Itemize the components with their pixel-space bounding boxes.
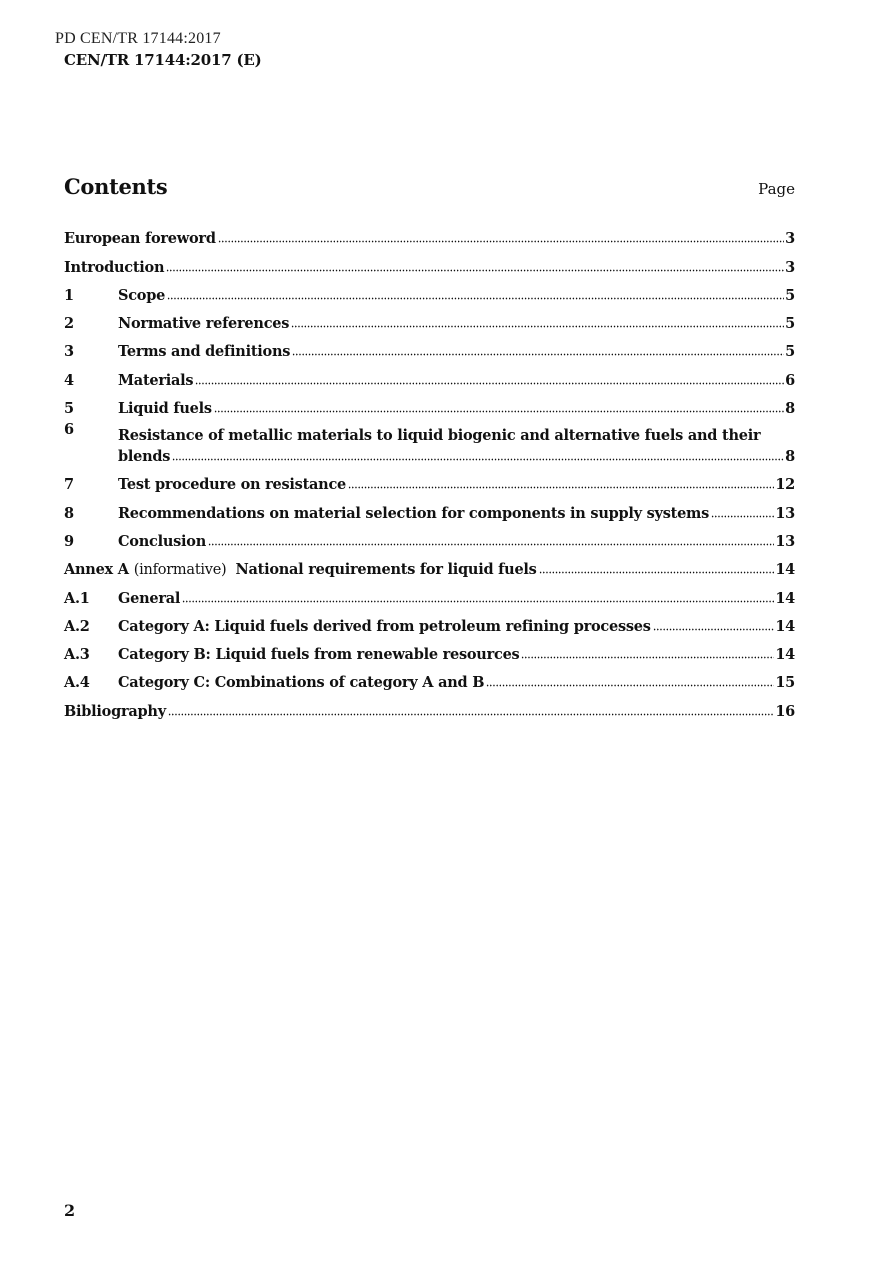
document-id: CEN/TR 17144:2017 (E) bbox=[64, 51, 262, 69]
toc-entry-number: 4 bbox=[64, 371, 74, 389]
dot-leader bbox=[195, 371, 784, 385]
toc-entry-page: 14 bbox=[775, 617, 795, 635]
dot-leader bbox=[521, 645, 774, 659]
standard-id: PD CEN/TR 17144:2017 bbox=[55, 30, 221, 47]
dot-leader bbox=[214, 399, 784, 413]
page-column-label: Page bbox=[758, 180, 795, 198]
toc-entry-liquid-fuels[interactable] bbox=[64, 390, 795, 418]
dot-leader bbox=[182, 589, 774, 603]
toc-entry-page: 13 bbox=[775, 504, 795, 522]
toc-entry-a4-category-c[interactable] bbox=[64, 664, 795, 692]
toc-entry-title: National requirements for liquid fuels bbox=[235, 561, 537, 579]
toc-entry-page: 5 bbox=[785, 315, 795, 333]
toc-entry-title: Introduction bbox=[64, 258, 165, 276]
toc-entry-page: 14 bbox=[775, 646, 795, 664]
toc-entry-annex-a[interactable] bbox=[64, 551, 795, 579]
contents-heading: Contents bbox=[64, 174, 168, 199]
toc-entry-title: Scope bbox=[118, 286, 166, 304]
toc-entry-page: 5 bbox=[785, 286, 795, 304]
toc-entry-scope[interactable] bbox=[64, 277, 795, 305]
toc-entry-title: Normative references bbox=[118, 315, 290, 333]
toc-entry-number: 1 bbox=[64, 286, 74, 304]
dot-leader bbox=[208, 532, 774, 546]
toc-entry-page: 12 bbox=[775, 476, 795, 494]
toc-entry-bibliography[interactable] bbox=[64, 692, 795, 720]
dot-leader bbox=[168, 702, 774, 716]
toc-entry-title: Materials bbox=[118, 371, 194, 389]
toc-entry-number: A.1 bbox=[64, 589, 90, 607]
toc-entry-page: 13 bbox=[775, 532, 795, 550]
toc-entry-page: 8 bbox=[785, 400, 795, 418]
table-of-contents bbox=[64, 220, 795, 721]
dot-leader bbox=[539, 560, 775, 574]
toc-entry-page: 3 bbox=[785, 230, 795, 248]
toc-entry-page: 3 bbox=[785, 258, 795, 276]
dot-leader bbox=[653, 617, 775, 631]
toc-entry-title: Recommendations on material selection for components in supply systems bbox=[118, 504, 710, 522]
toc-entry-a3-category-b[interactable] bbox=[64, 636, 795, 664]
toc-entry-a1-general[interactable] bbox=[64, 579, 795, 607]
toc-entry-page: 6 bbox=[785, 371, 795, 389]
toc-entry-page: 5 bbox=[785, 343, 795, 361]
toc-entry-a2-category-a[interactable] bbox=[64, 608, 795, 636]
toc-entry-materials[interactable] bbox=[64, 361, 795, 389]
dot-leader bbox=[348, 475, 774, 489]
dot-leader bbox=[292, 342, 784, 356]
toc-entry-title: General bbox=[118, 589, 181, 607]
toc-entry-number: A.4 bbox=[64, 674, 90, 692]
toc-entry-title: Resistance of metallic materials to liquid biogenic and alternative fuels and their bbox=[118, 427, 761, 445]
toc-entry-title: Conclusion bbox=[118, 532, 207, 550]
dot-leader bbox=[167, 286, 784, 300]
dot-leader bbox=[172, 447, 784, 461]
toc-entry-number: 8 bbox=[64, 504, 74, 522]
toc-entry-page: 14 bbox=[775, 589, 795, 607]
toc-entry-recommendations[interactable] bbox=[64, 494, 795, 522]
toc-entry-number: A.2 bbox=[64, 617, 90, 635]
toc-entry-title: Terms and definitions bbox=[118, 343, 291, 361]
toc-entry-number: 9 bbox=[64, 532, 74, 550]
dot-leader bbox=[486, 673, 774, 687]
toc-entry-title: Category C: Combinations of category A and B bbox=[118, 674, 485, 692]
toc-entry-conclusion[interactable] bbox=[64, 523, 795, 551]
toc-entry-title: Test procedure on resistance bbox=[118, 476, 347, 494]
toc-entry-title: Liquid fuels bbox=[118, 400, 212, 418]
dot-leader bbox=[218, 229, 784, 243]
toc-entry-resistance-of-metallic-materials[interactable] bbox=[64, 418, 795, 466]
toc-entry-test-procedure[interactable] bbox=[64, 466, 795, 494]
toc-entry-title: European foreword bbox=[64, 230, 216, 248]
annex-type: (informative) bbox=[133, 562, 227, 579]
toc-entry-european-foreword[interactable] bbox=[64, 220, 795, 248]
toc-entry-number: 3 bbox=[64, 343, 74, 361]
dot-leader bbox=[166, 258, 784, 272]
toc-entry-number: 7 bbox=[64, 476, 74, 494]
dot-leader bbox=[291, 314, 784, 328]
toc-entry-page: 15 bbox=[775, 674, 795, 692]
toc-entry-page: 8 bbox=[785, 448, 795, 466]
dot-leader bbox=[711, 504, 774, 518]
toc-entry-number: 6 bbox=[64, 421, 74, 439]
toc-entry-number: A.3 bbox=[64, 646, 90, 664]
toc-entry-normative-references[interactable] bbox=[64, 305, 795, 333]
toc-entry-title: Bibliography bbox=[64, 702, 166, 720]
toc-entry-title-continued: blends bbox=[118, 448, 171, 466]
toc-entry-number: 5 bbox=[64, 400, 74, 418]
page-number: 2 bbox=[64, 1201, 76, 1220]
annex-label: Annex A bbox=[64, 561, 129, 579]
toc-entry-page: 16 bbox=[775, 702, 795, 720]
toc-entry-title: Category B: Liquid fuels from renewable resources bbox=[118, 646, 520, 664]
toc-entry-introduction[interactable] bbox=[64, 248, 795, 276]
toc-entry-terms-and-definitions[interactable] bbox=[64, 333, 795, 361]
toc-entry-title: Category A: Liquid fuels derived from petroleum refining processes bbox=[118, 617, 651, 635]
toc-entry-page: 14 bbox=[775, 561, 795, 579]
toc-entry-number: 2 bbox=[64, 315, 74, 333]
